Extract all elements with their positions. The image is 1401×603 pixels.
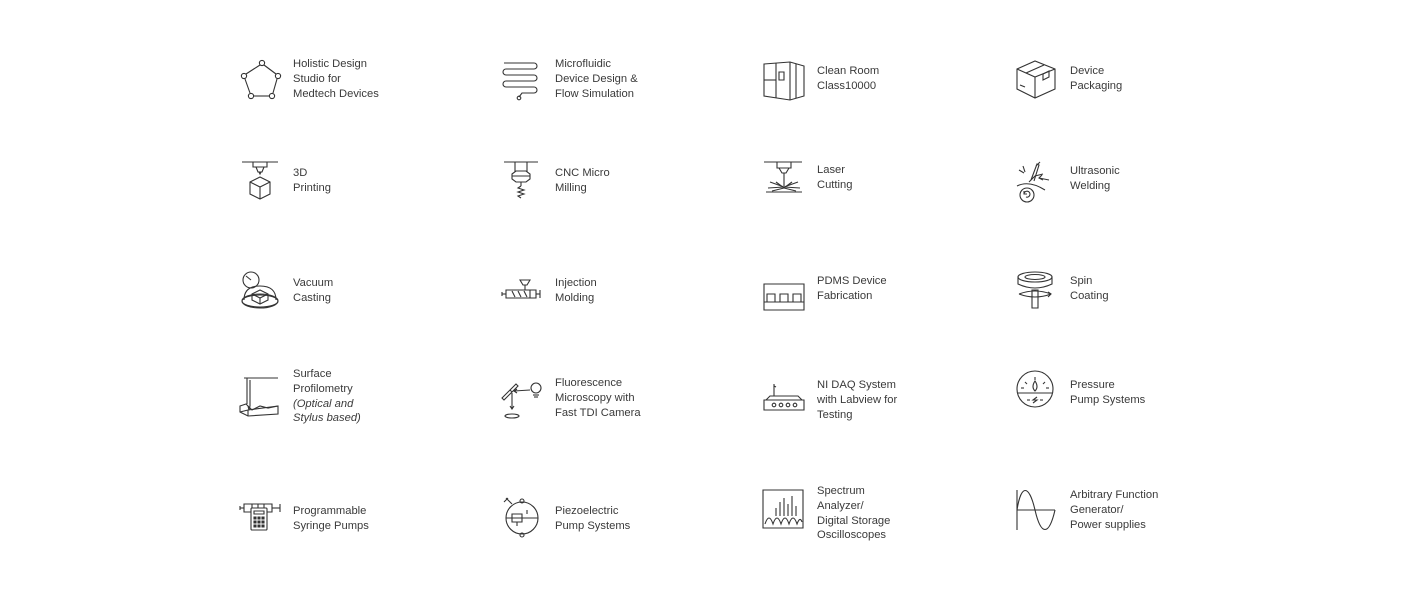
item-label: NI DAQ System with Labview for Testing: [817, 379, 898, 421]
item-syringe-pumps: [238, 492, 478, 552]
clean-room-icon: [762, 58, 806, 102]
profilometer-icon: [238, 376, 282, 420]
piezo-pump-icon: [500, 496, 544, 540]
item-label: Laser Cutting: [817, 164, 853, 191]
item-label: PDMS Device Fabrication: [817, 275, 887, 302]
item-microfluidic: [500, 52, 740, 112]
spin-coater-icon: [1015, 270, 1059, 314]
item-holistic-design: [238, 52, 478, 112]
pentagon-nodes-icon: [238, 56, 282, 100]
item-label: Injection Molding: [555, 277, 597, 304]
item-label: Vacuum Casting: [293, 277, 334, 304]
item-pressure-pump: [1015, 372, 1255, 432]
package-box-icon: [1015, 57, 1059, 101]
microfluidic-channel-icon: [500, 57, 544, 101]
ultrasonic-welder-icon: [1015, 160, 1059, 204]
daq-device-icon: [762, 376, 806, 420]
item-3d-printing: [238, 160, 478, 220]
item-label: 3D Printing: [293, 167, 331, 194]
laser-cutter-icon: [762, 160, 806, 204]
item-laser-cutting: [762, 160, 1002, 220]
cnc-mill-icon: [500, 160, 544, 204]
item-label: Programmable Syringe Pumps: [293, 505, 369, 532]
item-label: Device Packaging: [1070, 65, 1123, 92]
sine-wave-icon: [1015, 488, 1059, 532]
vacuum-casting-icon: [238, 270, 282, 314]
item-ni-daq: [762, 372, 1002, 432]
item-fluorescence-microscopy: [500, 372, 740, 432]
item-label: Pressure Pump Systems: [1070, 379, 1146, 406]
item-spectrum-analyzer: [762, 485, 1002, 552]
item-label: Holistic Design Studio for Medtech Devices: [293, 58, 379, 100]
item-label: Ultrasonic Welding: [1070, 165, 1120, 192]
item-label: Microfluidic Device Design & Flow Simulation: [555, 58, 638, 100]
item-spin-coating: [1015, 270, 1255, 330]
pressure-gauge-icon: [1015, 369, 1059, 413]
item-cnc-milling: [500, 160, 740, 220]
item-surface-profilometry: [238, 368, 478, 432]
item-label: Spectrum Analyzer/ Digital Storage Oscilloscopes: [817, 485, 891, 542]
item-label: Piezoelectric Pump Systems: [555, 505, 631, 532]
item-packaging: [1015, 52, 1255, 112]
item-function-generator: [1015, 489, 1255, 552]
microscope-icon: [500, 376, 544, 420]
item-injection-molding: [500, 270, 740, 330]
item-label: CNC Micro Milling: [555, 167, 610, 194]
item-label: Clean Room Class10000: [817, 65, 880, 92]
item-ultrasonic-welding: [1015, 160, 1255, 220]
item-vacuum-casting: [238, 270, 478, 330]
syringe-pump-icon: [238, 498, 282, 542]
item-pdms-fabrication: [762, 270, 1002, 330]
pdms-chip-icon: [762, 276, 806, 320]
item-label: Fluorescence Microscopy with Fast TDI Camera: [555, 377, 641, 419]
3d-printer-icon: [238, 160, 282, 204]
oscilloscope-icon: [762, 488, 806, 532]
item-label: Spin Coating: [1070, 275, 1109, 302]
item-label: Surface Profilometry (Optical and Stylus based): [293, 368, 361, 425]
item-label: Arbitrary Function Generator/ Power supplies: [1070, 489, 1159, 531]
injection-molding-icon: [500, 276, 544, 320]
item-clean-room: [762, 52, 1002, 112]
item-piezoelectric-pump: [500, 492, 740, 552]
capabilities-grid: [238, 52, 1198, 552]
